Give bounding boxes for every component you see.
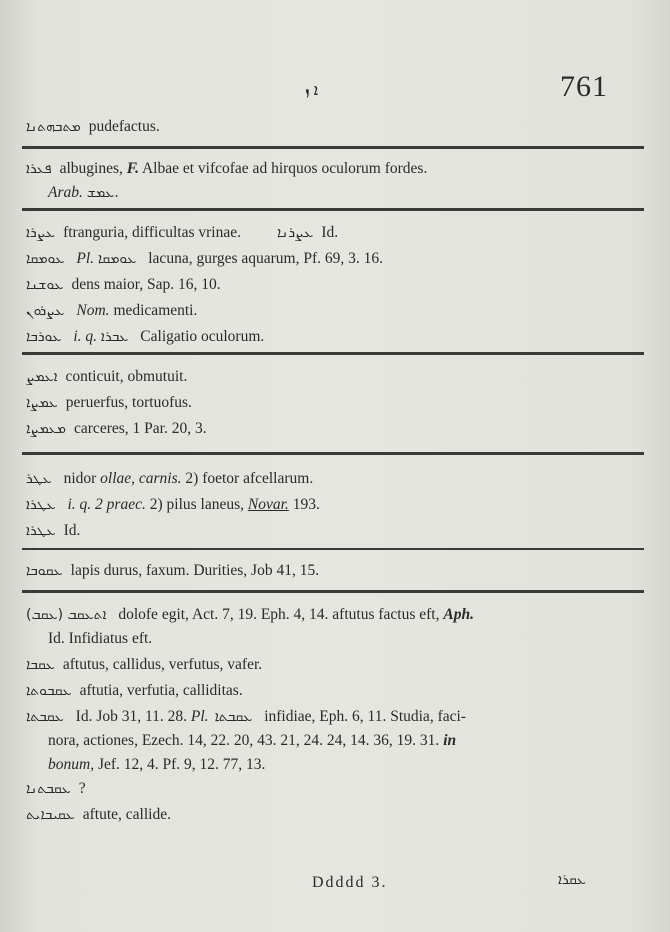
entry-line [48, 756, 265, 774]
definition: pudefactus. [88, 118, 160, 135]
definition: 2) foetor afcellarum. [181, 470, 314, 487]
abbreviation: Pl. [72, 250, 98, 267]
definition: dens maior, Sap. 16, 10. [71, 276, 221, 293]
definition: aftutus, callidus, verfutus, vafer. [62, 656, 263, 673]
definition: conticuit, obmutuit. [65, 368, 188, 385]
definition: 193. [288, 496, 320, 513]
definition: albugines, [59, 160, 127, 177]
syriac-headword: ܥܛܪ [26, 471, 52, 487]
abbreviation: Nom. [72, 302, 110, 319]
entry-line [26, 562, 319, 580]
definition: lacuna, gurges aquarum, Pf. 69, 3. 16. [144, 250, 383, 267]
syriac-headword: ܡܬܒܗܬܢܐ [26, 119, 81, 135]
definition: Id. [321, 224, 339, 241]
definition: 2) pilus laneus, [145, 496, 248, 513]
entry-line [26, 394, 192, 412]
entry-line [26, 368, 187, 386]
definition: Id. [63, 522, 81, 539]
entry-line [26, 250, 383, 268]
syriac-headword: (ܥܩܒ) ܐܬܥܩܒ [26, 607, 107, 623]
definition: nidor [59, 470, 101, 487]
syriac-headword: ܥܨܪܢܐ [277, 225, 314, 241]
syriac-headword: ܥܩܒܐ [26, 657, 55, 673]
syriac-headword: ܥܡܨܐ [26, 395, 58, 411]
entry-line [48, 732, 456, 750]
definition: medicamenti. [109, 302, 198, 319]
entry-line [26, 682, 243, 700]
definition: Jef. 12, 4. Pf. 9, 12. 77, 13. [94, 756, 266, 773]
definition: dolofe egit, Act. 7, 19. Eph. 4, 14. aftutus factus eft, [114, 606, 444, 623]
entry-line [26, 118, 160, 136]
abbreviation: Arab. [48, 184, 87, 201]
syriac-word: ܥܒܪܐ [100, 329, 129, 345]
definition: Id. Job 31, 11. 28. [71, 708, 191, 725]
syriac-headword: ܐܥܡܨ [26, 369, 58, 385]
entry-line [26, 224, 338, 242]
divider-rule [22, 452, 644, 455]
abbreviation: Pl. [190, 708, 209, 725]
syriac-headword: ܦܥܪܐ [26, 161, 52, 177]
entry-line [26, 522, 80, 540]
definition-italic: bonum, [48, 756, 95, 773]
divider-rule [22, 548, 644, 550]
syriac-headword: ܥܘܫܢܐ [26, 277, 64, 293]
divider-rule [22, 352, 644, 355]
definition: infidiae, Eph. 6, 11. Studia, faci- [260, 708, 466, 725]
abbreviation: i. q. [69, 328, 101, 345]
definition: Albae et vifcofae ad hirquos oculorum fordes. [138, 160, 428, 177]
syriac-headword: ܥܩܝܒܐܝܬ [26, 807, 75, 823]
syriac-headword: ܥܛܪܐ [26, 497, 56, 513]
definition-italic: ollae, carnis. [100, 470, 182, 487]
definition: Caligatio oculorum. [136, 328, 265, 345]
source-ref: Novar. [247, 496, 289, 513]
page-number: 761 [560, 70, 608, 103]
entry-line [48, 184, 127, 202]
definition: peruerfus, tortuofus. [65, 394, 192, 411]
entry-line [26, 656, 262, 674]
syriac-headword: ܥܘܡܩܐ [26, 251, 65, 267]
entry-line [26, 606, 474, 624]
entry-line [26, 328, 264, 346]
abbreviation: F. [126, 160, 139, 177]
divider-rule [22, 146, 644, 149]
syriac-word: ܥܡܫ. [86, 185, 119, 201]
definition: nora, actiones, Ezech. 14, 22. 20, 43. 21, 24. 24, 14. 36, 19. 31. [48, 732, 444, 749]
syriac-headword: ܥܨܪܐ [26, 225, 56, 241]
definition: aftutia, verfutia, calliditas. [79, 682, 243, 699]
syriac-headword: ܥܩܘܒܐ [26, 563, 63, 579]
syriac-word: ܥܘܡܩܐ [97, 251, 137, 267]
syriac-word: ܥܩܒܬܐ [214, 709, 253, 725]
syriac-headword: ܥܨܪܘܢ [26, 303, 65, 319]
entry-line [48, 630, 152, 648]
signature-mark: Ddddd 3. [312, 874, 388, 891]
divider-rule [22, 590, 644, 593]
entry-line [26, 780, 86, 798]
definition: carceres, 1 Par. 20, 3. [74, 420, 207, 437]
definition: Id. Infidiatus eft. [48, 630, 153, 647]
definition: ftranguria, difficultas vrinae. [63, 224, 241, 241]
syriac-headword: ܥܩܒܘܬܐ [26, 683, 72, 699]
entry-line [26, 160, 427, 178]
syriac-headword: ܥܛܪܐ [26, 523, 56, 539]
abbreviation: Aph. [443, 606, 474, 623]
entry-line [26, 302, 197, 320]
entry-line [26, 496, 320, 514]
entry-line [26, 276, 221, 294]
syriac-headword: ܥܘܪܒܐ [26, 329, 62, 345]
syriac-headword: ܥܩܒܬܐ [26, 709, 64, 725]
definition-italic: in [443, 732, 457, 749]
entry-line [26, 806, 171, 824]
entry-line [26, 420, 207, 438]
entry-line [26, 708, 466, 726]
running-head-syriac: ܐ ܙ [305, 82, 319, 99]
definition: aftute, callide. [82, 806, 171, 823]
divider-rule [22, 208, 644, 211]
entry-line [26, 470, 313, 488]
abbreviation: i. q. 2 praec. [63, 496, 146, 513]
catchword: ܥܩܪܐ [558, 872, 586, 888]
definition: lapis durus, faxum. Durities, Job 41, 15. [70, 562, 320, 579]
syriac-headword: ܥܩܒܬܢܐ [26, 781, 71, 797]
definition: ? [78, 780, 86, 797]
syriac-headword: ܡܥܡܨܐ [26, 421, 67, 437]
